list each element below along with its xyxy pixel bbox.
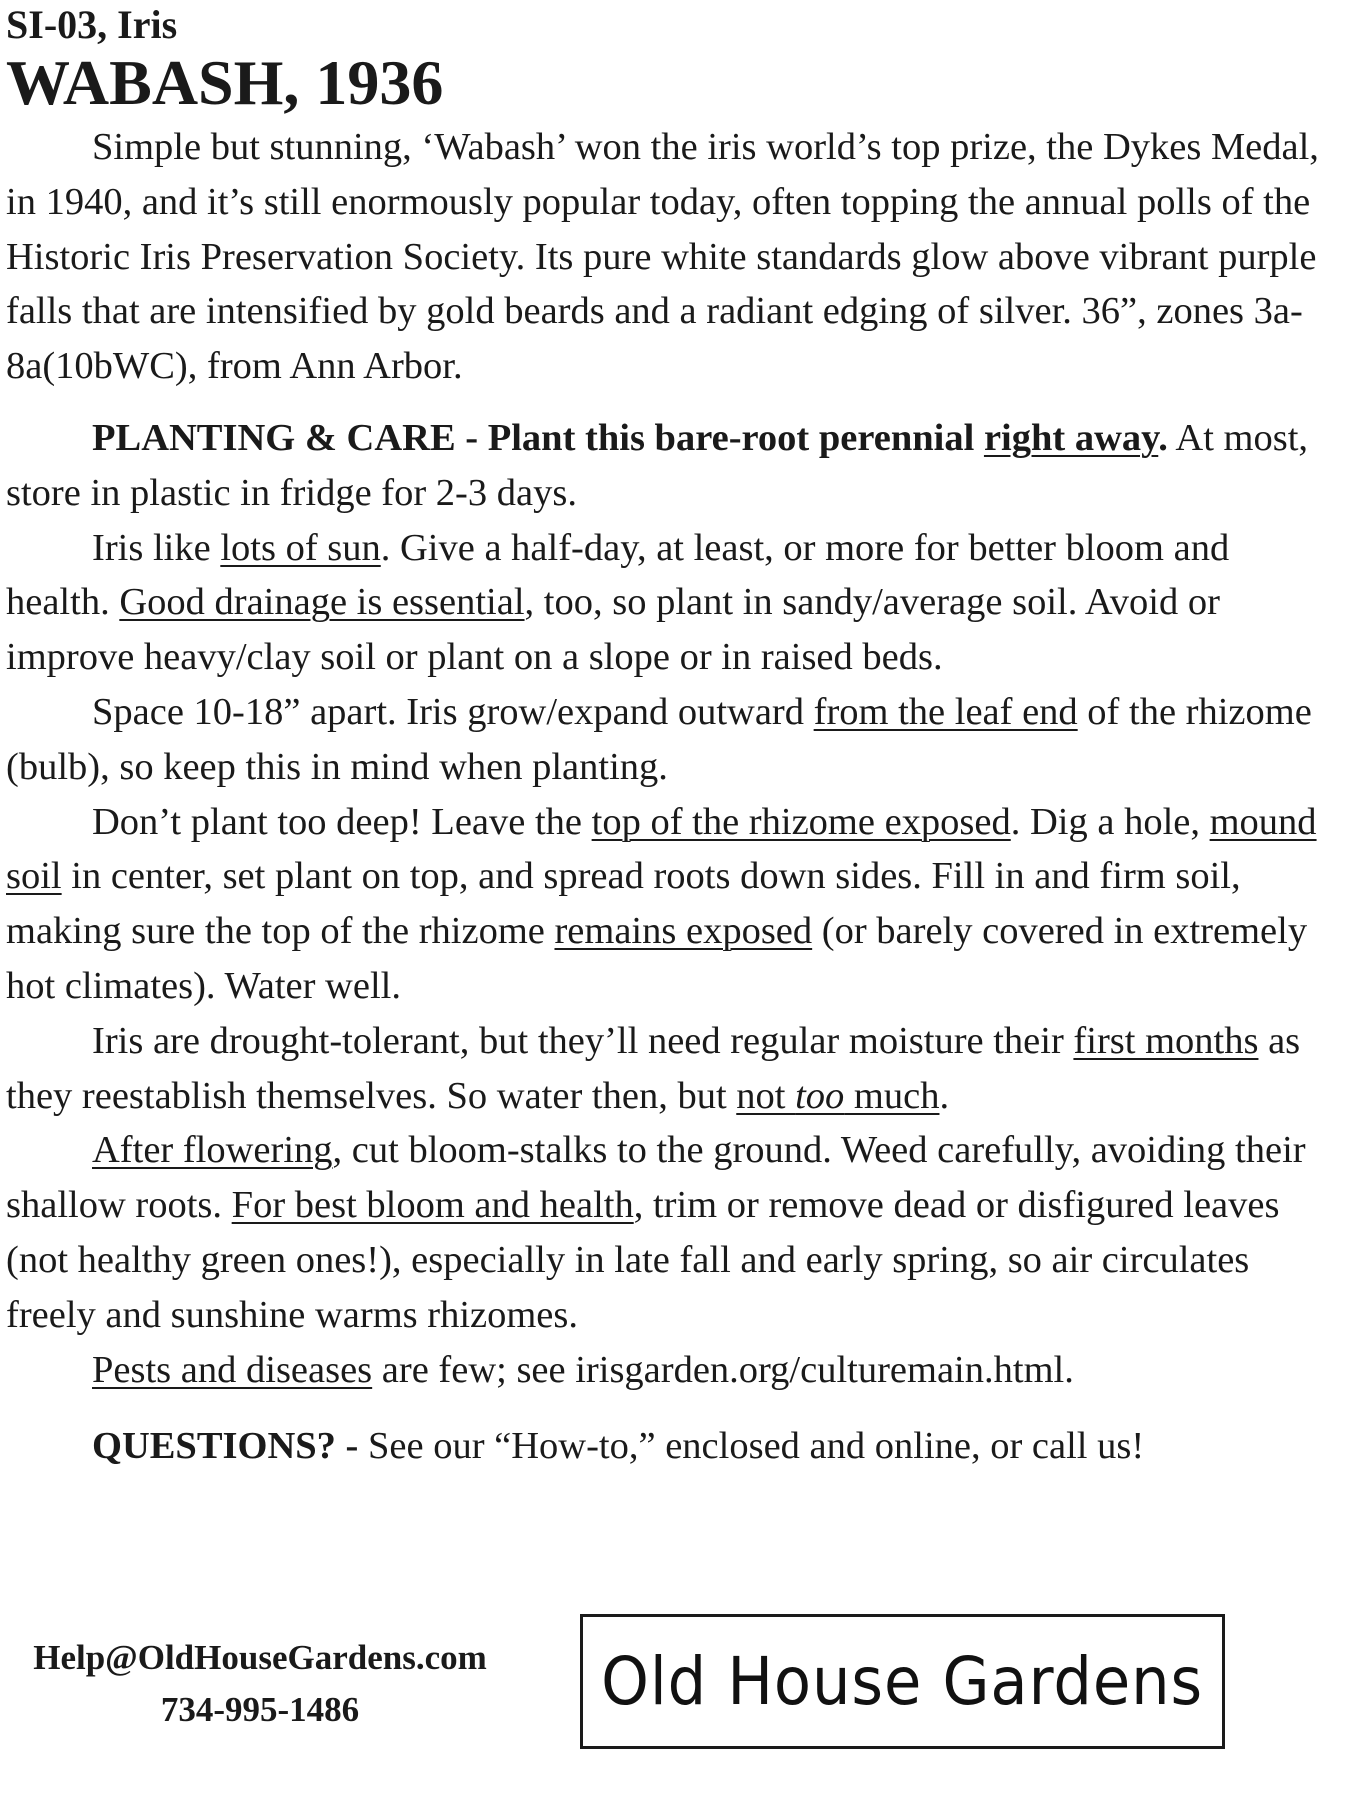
water-emphasis-2b: too [795, 1074, 845, 1117]
pests-text-a: are few; see irisgarden.org/culturemain.html. [372, 1348, 1074, 1391]
water-text-a: Iris are drought-tolerant, but they’ll need regular moisture their [92, 1019, 1074, 1062]
planting-heading: PLANTING & CARE - Plant this bare-root perennial [92, 416, 984, 459]
intro-paragraph [6, 120, 1326, 394]
product-code: SI-03, Iris [6, 2, 178, 47]
contact-email[interactable]: Help@OldHouseGardens.com [33, 1638, 487, 1677]
depth-text-d: (or barely covered in extremely hot climates). Water well. [6, 910, 1308, 1007]
instruction-sheet [6, 0, 1326, 1474]
water-text-b: as they reestablish themselves. So water then, but [6, 1019, 1301, 1117]
spacing-emphasis-1: from the leaf end [813, 690, 1078, 733]
after-text-b: , trim or remove dead or disfigured leaves (not healthy green ones!), especially in late fall and early spring, so air circulates freely and sunshine warms rhizomes. [6, 1184, 1280, 1336]
after-emphasis-1: After flowering [92, 1129, 333, 1172]
after-emphasis-2: For best bloom and health [231, 1184, 634, 1227]
planting-heading-emphasis: right away [983, 416, 1159, 459]
spacing-text-a: Space 10-18” apart. Iris grow/expand outward [92, 690, 814, 733]
intro-text: Simple but stunning, ‘Wabash’ won the iris world’s top prize, the Dykes Medal, in 1940, and it’s still enormously popular today, often topping the annual polls of the Historic Iris Preservation Society. Its pure white standards glow above vibrant purple falls that are intensified by gold beards and a radiant edging of silver. 36”, zones 3a-8a(10bWC), from Ann Arbor. [6, 126, 1319, 388]
after-text-a: , cut bloom-stalks to the ground. Weed carefully, avoiding their shallow roots. [6, 1129, 1306, 1227]
sun-paragraph [6, 521, 1326, 685]
questions-paragraph [6, 1419, 1326, 1474]
sun-text-a: Iris like [92, 526, 221, 569]
planting-paragraph [6, 411, 1326, 521]
water-emphasis-1: first months [1073, 1019, 1259, 1062]
depth-paragraph [6, 795, 1326, 1014]
spacing-paragraph [6, 685, 1326, 795]
water-emphasis-2c: much [844, 1074, 940, 1117]
sun-emphasis-2: Good drainage is essential [119, 581, 525, 624]
logo-wordmark: Old House Gardens [601, 1643, 1204, 1720]
depth-text-b: . Dig a hole, [1010, 800, 1210, 843]
depth-text-c: in center, set plant on top, and spread roots down sides. Fill in and firm soil, making sure the top of the rhizome [6, 855, 1241, 953]
contact-phone[interactable]: 734-995-1486 [160, 1690, 360, 1729]
sun-text-b: . Give a half-day, at least, or more for better bloom and health. [6, 526, 1230, 624]
spacing-text-b: of the rhizome (bulb), so keep this in mind when planting. [6, 690, 1312, 788]
questions-heading: QUESTIONS? - [92, 1425, 359, 1468]
sun-emphasis-1: lots of sun [220, 526, 381, 569]
sun-text-c: , too, so plant in sandy/average soil. Avoid or improve heavy/clay soil or plant on a slope or in raised beds. [6, 581, 1220, 679]
depth-text-a: Don’t plant too deep! Leave the [92, 800, 592, 843]
water-paragraph [6, 1014, 1326, 1124]
depth-emphasis-3: remains exposed [554, 910, 813, 953]
depth-emphasis-1: top of the rhizome exposed [591, 800, 1011, 843]
water-emphasis-2a: not [736, 1074, 796, 1117]
water-text-c: . [939, 1074, 950, 1117]
questions-text: See our “How-to,” enclosed and online, or call us! [358, 1425, 1145, 1468]
pests-paragraph [6, 1343, 1326, 1398]
logo-box [580, 1614, 1225, 1749]
water-emphasis-2 [736, 1075, 939, 1117]
page-title: WABASH, 1936 [6, 47, 444, 118]
after-flowering-paragraph [6, 1123, 1326, 1342]
pests-emphasis-1: Pests and diseases [92, 1348, 373, 1391]
planting-heading-end: . [1158, 416, 1168, 459]
contact-block [10, 1632, 510, 1736]
planting-text: At most, store in plastic in fridge for 2-3 days. [6, 416, 1309, 514]
depth-emphasis-2: mound soil [6, 800, 1317, 898]
